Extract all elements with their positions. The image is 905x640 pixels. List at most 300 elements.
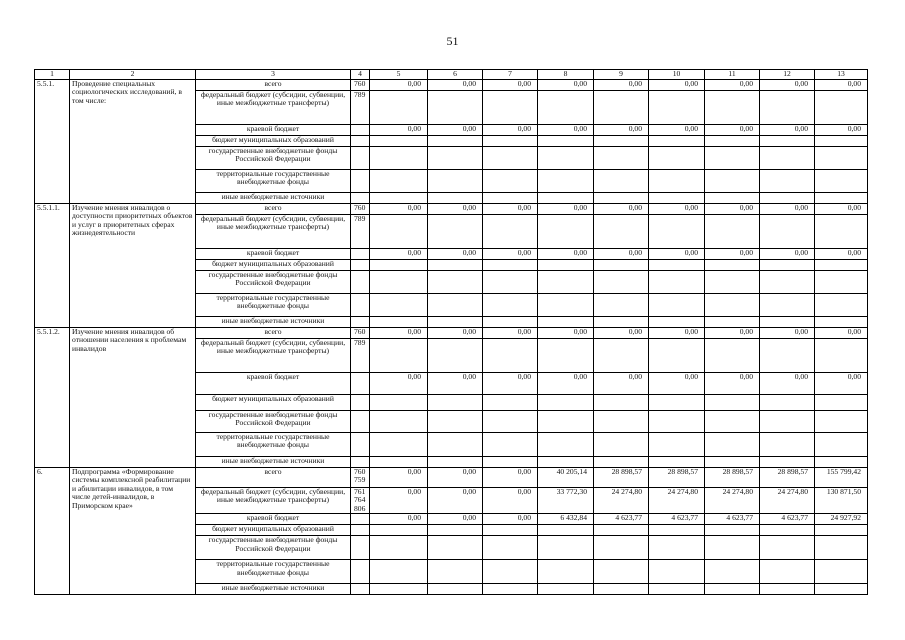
funding-source: бюджет муниципальных образований: [196, 525, 351, 536]
value-cell: 4 623,77: [705, 514, 760, 525]
value-cell: 0,00: [760, 249, 815, 260]
value-cell: [594, 411, 649, 433]
value-cell: [760, 294, 815, 317]
column-header: 10: [649, 70, 705, 80]
value-cell: 0,00: [815, 373, 868, 395]
value-cell: 24 274,80: [649, 488, 705, 514]
value-cell: [370, 457, 428, 468]
budget-code: [351, 91, 370, 125]
funding-source: территориальные государственные внебюджетные фонды: [196, 294, 351, 317]
funding-source: всего: [196, 328, 351, 339]
value-cell: 4 623,77: [594, 514, 649, 525]
funding-source: государственные внебюджетные фонды Российской Федерации: [196, 411, 351, 433]
value-cell: 0,00: [483, 373, 538, 395]
budget-code: [351, 328, 370, 339]
measure-name: Подпрограмма «Формирование системы комплексной реабилитации и абилитации инвалидов, в том числе детей-инвалидов, в Приморском крае»: [70, 468, 196, 595]
value-cell: 0,00: [428, 125, 483, 136]
budget-table: [34, 69, 868, 595]
value-cell: 0,00: [538, 373, 594, 395]
value-cell: 6 432,84: [538, 514, 594, 525]
budget-code: [351, 170, 370, 193]
value-cell: 0,00: [370, 125, 428, 136]
value-cell: [705, 339, 760, 373]
value-cell: 130 871,50: [815, 488, 868, 514]
value-cell: 0,00: [538, 80, 594, 91]
value-cell: [649, 294, 705, 317]
value-cell: [705, 411, 760, 433]
value-cell: [370, 136, 428, 147]
value-cell: [594, 584, 649, 595]
funding-source: государственные внебюджетные фонды Российской Федерации: [196, 147, 351, 170]
value-cell: [594, 260, 649, 271]
value-cell: [370, 260, 428, 271]
value-cell: [705, 433, 760, 457]
budget-code: [351, 317, 370, 328]
value-cell: 28 898,57: [649, 468, 705, 488]
measure-name: Изучение мнения инвалидов об отношении населения к проблемам инвалидов: [70, 328, 196, 468]
value-cell: 0,00: [760, 125, 815, 136]
budget-code-value: 760: [354, 467, 366, 476]
value-cell: [370, 584, 428, 595]
budget-code: [351, 514, 370, 525]
value-cell: 0,00: [428, 373, 483, 395]
column-header: 5: [370, 70, 428, 80]
budget-code: [351, 204, 370, 215]
funding-source: территориальные государственные внебюджетные фонды: [196, 433, 351, 457]
value-cell: [594, 193, 649, 204]
value-cell: [594, 91, 649, 125]
table-body: [35, 70, 868, 595]
value-cell: [815, 584, 868, 595]
value-cell: [428, 584, 483, 595]
value-cell: [815, 294, 868, 317]
value-cell: [538, 317, 594, 328]
value-cell: 24 927,92: [815, 514, 868, 525]
table-row: [35, 468, 868, 488]
value-cell: [760, 317, 815, 328]
budget-code-value: 760: [354, 203, 366, 212]
budget-code-value: 760: [354, 327, 366, 336]
budget-code: [351, 433, 370, 457]
value-cell: 0,00: [594, 80, 649, 91]
value-cell: [649, 584, 705, 595]
value-cell: 0,00: [538, 125, 594, 136]
value-cell: 4 623,77: [760, 514, 815, 525]
value-cell: 0,00: [594, 249, 649, 260]
funding-source: федеральный бюджет (субсидии, субвенции, иные межбюджетные трансферты): [196, 215, 351, 249]
value-cell: [705, 136, 760, 147]
value-cell: [649, 317, 705, 328]
value-cell: [428, 536, 483, 560]
value-cell: 0,00: [370, 468, 428, 488]
value-cell: 0,00: [705, 328, 760, 339]
value-cell: 0,00: [370, 80, 428, 91]
funding-source: государственные внебюджетные фонды Российской Федерации: [196, 271, 351, 294]
value-cell: [760, 193, 815, 204]
budget-code: [351, 584, 370, 595]
measure-name: Изучение мнения инвалидов о доступности приоритетных объектов и услуг в приоритетных сферах жизнедеятельности: [70, 204, 196, 328]
value-cell: [594, 433, 649, 457]
value-cell: [370, 294, 428, 317]
value-cell: [594, 294, 649, 317]
column-header: 2: [70, 70, 196, 80]
value-cell: 0,00: [594, 125, 649, 136]
column-header: 6: [428, 70, 483, 80]
value-cell: [370, 193, 428, 204]
value-cell: 0,00: [815, 249, 868, 260]
budget-code: [351, 294, 370, 317]
value-cell: 0,00: [815, 328, 868, 339]
value-cell: 0,00: [370, 249, 428, 260]
value-cell: [705, 536, 760, 560]
value-cell: [428, 91, 483, 125]
budget-code-value: 761: [354, 487, 366, 496]
budget-code: [351, 411, 370, 433]
value-cell: 0,00: [649, 125, 705, 136]
value-cell: [428, 170, 483, 193]
value-cell: 0,00: [538, 204, 594, 215]
funding-source: федеральный бюджет (субсидии, субвенции, иные межбюджетные трансферты): [196, 339, 351, 373]
value-cell: [428, 560, 483, 584]
funding-source: всего: [196, 204, 351, 215]
table-row: [35, 328, 868, 339]
value-cell: [649, 525, 705, 536]
value-cell: 0,00: [649, 204, 705, 215]
column-header: 1: [35, 70, 70, 80]
funding-source: иные внебюджетные источники: [196, 584, 351, 595]
value-cell: 0,00: [483, 328, 538, 339]
value-cell: 28 898,57: [760, 468, 815, 488]
value-cell: [594, 560, 649, 584]
value-cell: [760, 395, 815, 411]
value-cell: [428, 525, 483, 536]
funding-source: федеральный бюджет (субсидии, субвенции, иные межбюджетные трансферты): [196, 91, 351, 125]
row-number: 5.5.1.1.: [35, 204, 70, 328]
value-cell: 0,00: [705, 204, 760, 215]
column-header: 13: [815, 70, 868, 80]
value-cell: [594, 147, 649, 170]
value-cell: [815, 215, 868, 249]
value-cell: 33 772,30: [538, 488, 594, 514]
value-cell: [815, 536, 868, 560]
value-cell: 0,00: [594, 328, 649, 339]
value-cell: [370, 271, 428, 294]
value-cell: [538, 457, 594, 468]
value-cell: [760, 91, 815, 125]
value-cell: [428, 136, 483, 147]
value-cell: 0,00: [649, 80, 705, 91]
budget-code: [351, 147, 370, 170]
budget-code: [351, 215, 370, 249]
value-cell: [370, 147, 428, 170]
budget-code: [351, 488, 370, 514]
value-cell: 0,00: [483, 488, 538, 514]
value-cell: [594, 339, 649, 373]
value-cell: 0,00: [815, 204, 868, 215]
value-cell: [815, 457, 868, 468]
value-cell: [705, 560, 760, 584]
funding-source: федеральный бюджет (субсидии, субвенции, иные межбюджетные трансферты): [196, 488, 351, 514]
value-cell: [428, 294, 483, 317]
funding-source: краевой бюджет: [196, 125, 351, 136]
value-cell: [649, 457, 705, 468]
value-cell: 28 898,57: [705, 468, 760, 488]
budget-code: [351, 536, 370, 560]
value-cell: [760, 560, 815, 584]
value-cell: 0,00: [760, 373, 815, 395]
value-cell: 0,00: [594, 204, 649, 215]
budget-code: [351, 560, 370, 584]
value-cell: [538, 433, 594, 457]
value-cell: 0,00: [483, 204, 538, 215]
value-cell: [649, 170, 705, 193]
value-cell: [483, 170, 538, 193]
value-cell: 0,00: [370, 488, 428, 514]
table-row: [35, 80, 868, 91]
value-cell: 0,00: [428, 328, 483, 339]
budget-code: [351, 373, 370, 395]
value-cell: [594, 457, 649, 468]
value-cell: [760, 215, 815, 249]
value-cell: 0,00: [705, 125, 760, 136]
value-cell: 0,00: [538, 328, 594, 339]
value-cell: [370, 215, 428, 249]
value-cell: [815, 91, 868, 125]
value-cell: [815, 147, 868, 170]
value-cell: [649, 433, 705, 457]
value-cell: [815, 317, 868, 328]
value-cell: 0,00: [428, 468, 483, 488]
value-cell: [705, 271, 760, 294]
value-cell: [649, 260, 705, 271]
value-cell: [815, 411, 868, 433]
funding-source: иные внебюджетные источники: [196, 317, 351, 328]
value-cell: [594, 317, 649, 328]
value-cell: [483, 395, 538, 411]
value-cell: 0,00: [428, 249, 483, 260]
value-cell: [370, 317, 428, 328]
value-cell: [815, 525, 868, 536]
value-cell: [705, 395, 760, 411]
value-cell: 0,00: [649, 249, 705, 260]
value-cell: [428, 271, 483, 294]
value-cell: [538, 215, 594, 249]
value-cell: [538, 536, 594, 560]
value-cell: 0,00: [649, 373, 705, 395]
budget-code-value: 806: [354, 503, 366, 513]
value-cell: [370, 339, 428, 373]
value-cell: [705, 170, 760, 193]
funding-source: краевой бюджет: [196, 249, 351, 260]
value-cell: [594, 271, 649, 294]
value-cell: [594, 215, 649, 249]
value-cell: [760, 457, 815, 468]
value-cell: 40 205,14: [538, 468, 594, 488]
value-cell: [815, 271, 868, 294]
value-cell: [815, 136, 868, 147]
value-cell: [760, 147, 815, 170]
value-cell: [538, 193, 594, 204]
value-cell: [705, 584, 760, 595]
value-cell: [428, 193, 483, 204]
value-cell: [428, 215, 483, 249]
value-cell: [370, 525, 428, 536]
value-cell: [538, 260, 594, 271]
value-cell: [428, 339, 483, 373]
value-cell: [538, 170, 594, 193]
value-cell: 0,00: [815, 125, 868, 136]
value-cell: [483, 260, 538, 271]
value-cell: 24 274,80: [594, 488, 649, 514]
value-cell: [649, 560, 705, 584]
value-cell: [649, 339, 705, 373]
value-cell: [538, 136, 594, 147]
value-cell: [538, 411, 594, 433]
funding-source: краевой бюджет: [196, 373, 351, 395]
funding-source: бюджет муниципальных образований: [196, 136, 351, 147]
value-cell: 0,00: [483, 249, 538, 260]
value-cell: [483, 339, 538, 373]
header-row: [35, 70, 868, 80]
value-cell: [815, 560, 868, 584]
value-cell: [483, 215, 538, 249]
funding-source: бюджет муниципальных образований: [196, 260, 351, 271]
value-cell: [760, 136, 815, 147]
value-cell: [760, 260, 815, 271]
budget-code-value: 789: [354, 338, 366, 347]
row-number: 5.5.1.: [35, 80, 70, 204]
value-cell: [538, 147, 594, 170]
value-cell: [594, 536, 649, 560]
value-cell: [705, 260, 760, 271]
budget-code: [351, 468, 370, 488]
value-cell: [428, 395, 483, 411]
value-cell: [370, 536, 428, 560]
value-cell: 0,00: [594, 373, 649, 395]
value-cell: 0,00: [705, 373, 760, 395]
value-cell: 0,00: [649, 328, 705, 339]
value-cell: [538, 525, 594, 536]
funding-source: иные внебюджетные источники: [196, 193, 351, 204]
value-cell: [649, 536, 705, 560]
value-cell: [370, 560, 428, 584]
value-cell: 0,00: [538, 249, 594, 260]
measure-name: Проведение специальных социологических исследований, в том числе:: [70, 80, 196, 204]
value-cell: [649, 147, 705, 170]
value-cell: [815, 339, 868, 373]
value-cell: [705, 525, 760, 536]
budget-code: [351, 457, 370, 468]
value-cell: [760, 271, 815, 294]
value-cell: [538, 91, 594, 125]
value-cell: 0,00: [705, 249, 760, 260]
value-cell: [483, 457, 538, 468]
value-cell: [428, 317, 483, 328]
value-cell: 0,00: [483, 80, 538, 91]
value-cell: [760, 584, 815, 595]
budget-code-value: 789: [354, 214, 366, 223]
budget-code-value: 759: [354, 475, 366, 485]
value-cell: [483, 525, 538, 536]
value-cell: [538, 395, 594, 411]
column-header: 4: [351, 70, 370, 80]
column-header: 11: [705, 70, 760, 80]
funding-source: всего: [196, 468, 351, 488]
budget-code: [351, 136, 370, 147]
budget-code: [351, 339, 370, 373]
budget-code: [351, 260, 370, 271]
value-cell: 0,00: [428, 80, 483, 91]
budget-code-value: 764: [354, 495, 366, 505]
value-cell: [483, 193, 538, 204]
value-cell: 0,00: [483, 514, 538, 525]
value-cell: [649, 91, 705, 125]
value-cell: [483, 536, 538, 560]
value-cell: [594, 395, 649, 411]
value-cell: 24 274,80: [705, 488, 760, 514]
budget-code-value: 789: [354, 90, 366, 99]
page-number: 51: [446, 34, 459, 48]
value-cell: [649, 271, 705, 294]
budget-code-value: 760: [354, 79, 366, 88]
column-header: 8: [538, 70, 594, 80]
value-cell: [815, 395, 868, 411]
value-cell: [594, 525, 649, 536]
budget-code: [351, 525, 370, 536]
funding-source: территориальные государственные внебюджетные фонды: [196, 560, 351, 584]
value-cell: [428, 260, 483, 271]
value-cell: [760, 433, 815, 457]
budget-code: [351, 395, 370, 411]
value-cell: [760, 525, 815, 536]
column-header: 7: [483, 70, 538, 80]
value-cell: [538, 584, 594, 595]
value-cell: [483, 147, 538, 170]
value-cell: [428, 147, 483, 170]
funding-source: краевой бюджет: [196, 514, 351, 525]
value-cell: 0,00: [370, 373, 428, 395]
value-cell: [483, 294, 538, 317]
budget-code: [351, 271, 370, 294]
value-cell: [483, 136, 538, 147]
value-cell: 24 274,80: [760, 488, 815, 514]
value-cell: 0,00: [483, 468, 538, 488]
value-cell: [370, 395, 428, 411]
value-cell: [428, 433, 483, 457]
value-cell: [649, 136, 705, 147]
value-cell: [483, 317, 538, 328]
value-cell: 0,00: [428, 514, 483, 525]
value-cell: 0,00: [760, 80, 815, 91]
row-number: 6.: [35, 468, 70, 595]
value-cell: 0,00: [483, 125, 538, 136]
value-cell: [538, 271, 594, 294]
value-cell: 0,00: [815, 80, 868, 91]
column-header: 3: [196, 70, 351, 80]
column-header: 12: [760, 70, 815, 80]
value-cell: [428, 411, 483, 433]
value-cell: 0,00: [705, 80, 760, 91]
column-header: 9: [594, 70, 649, 80]
value-cell: [760, 536, 815, 560]
value-cell: [428, 457, 483, 468]
value-cell: [760, 339, 815, 373]
value-cell: [538, 560, 594, 584]
budget-code: [351, 80, 370, 91]
funding-source: государственные внебюджетные фонды Российской Федерации: [196, 536, 351, 560]
value-cell: [483, 411, 538, 433]
value-cell: [483, 584, 538, 595]
